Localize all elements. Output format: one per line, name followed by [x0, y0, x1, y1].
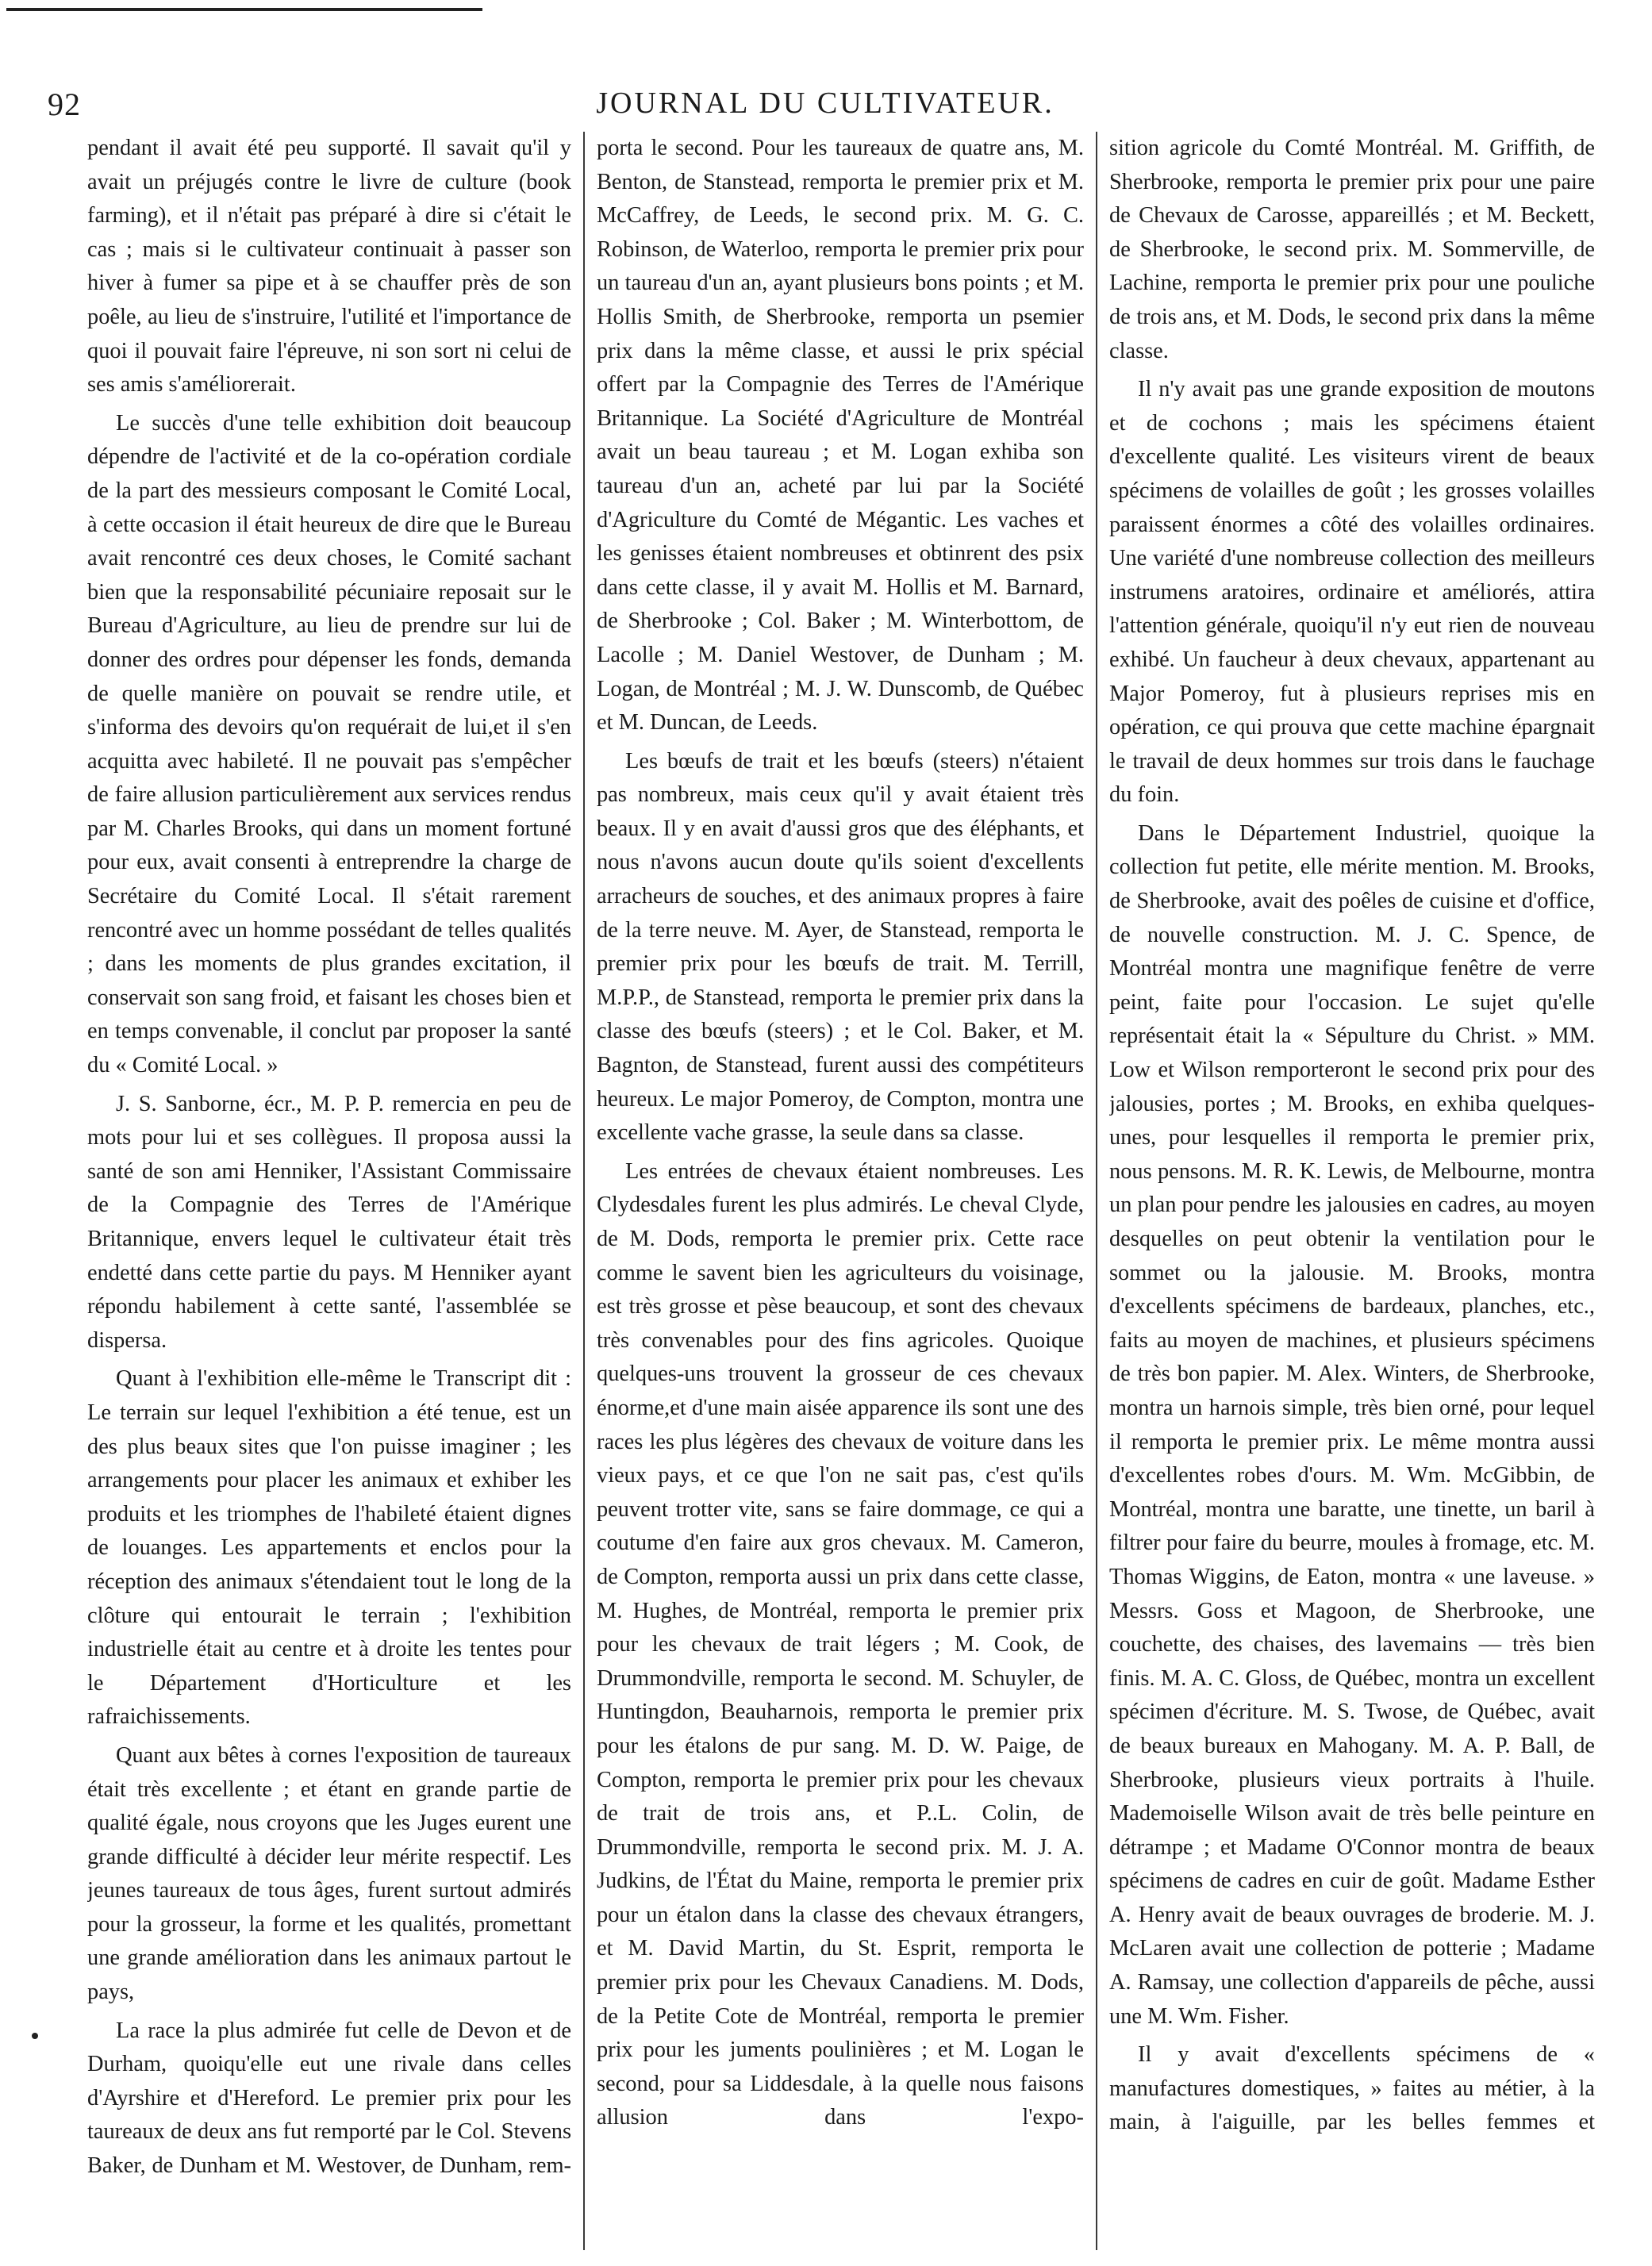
- paragraph: Le succès d'une telle exhibition doit beaucoup dépendre de l'activité et de la co-opération cordiale de la part des messieurs composant le Comité Local, à cette occasion il était heureux de dire que le Bureau avait rencontré ces deux choses, le Comité sachant bien que la responsabilité pécuniaire reposait sur le Bureau d'Agriculture, au lieu de prendre sur lui de donner des ordres pour dépenser les fonds, demanda de quelle manière on pouvait se rendre utile, et s'informa des devoirs qu'on requérait de lui,et il s'en acquitta avec habileté. Il ne pouvait pas s'empêcher de faire allusion particulièrement aux services rendus par M. Charles Brooks, qui dans un moment fortuné pour eux, avait consenti à entreprendre la charge de Secrétaire du Comité Local. Il s'était rarement rencontré avec un homme possédant de telles qualités ; dans les moments de plus grandes excitation, il conservait son sang froid, et faisant les choses bien et en temps convenable, il conclut par proposer la santé du « Comité Local. »: [87, 410, 571, 1078]
- paragraph: Dans le Département Industriel, quoique la collection fut petite, elle mérite mention. M. Brooks, de Sherbrooke, avait des poêles de cuisine et d'office, de nouvelle construction. M. J. C. Spence, de Montréal montra une magnifique fenêtre de verre peint, faite pour l'occasion. Le sujet qu'elle représentait était la « Sépulture du Christ. » MM. Low et Wilson remporteront le second prix pour des jalousies, portes ; M. Brooks, en exhiba quelques-unes, pour lesquelles il remporta le premier prix, nous pensons. M. R. K. Lewis, de Melbourne, montra un plan pour pendre les jalousies en cadres, au moyen desquelles on peut obtenir la ventilation pour le sommet ou la jalousie. M. Brooks, montra d'excellents spécimens de bardeaux, planches, etc., faits au moyen de machines, et plusieurs spécimens de très bon papier. M. Alex. Winters, de Sherbrooke, montra un harnois simple, très bien orné, pour lequel il remporta le premier prix. Le même montra aussi d'excellentes robes d'ours. M. Wm. McGibbin, de Montréal, montra une baratte, une tinette, un baril à filtrer pour faire du beurre, moules à fromage, etc. M. Thomas Wiggins, de Eaton, montra « une laveuse. » Messrs. Goss et Magoon, de Sherbrooke, une couchette, des chaises, des lavemains — très bien finis. M. A. C. Gloss, de Québec, montra un excellent spécimen d'écriture. M. S. Twose, de Québec, avait de beaux bureaux en Mahogany. M. A. P. Ball, de Sherbrooke, plusieurs vieux portraits à l'huile. Mademoiselle Wilson avait de très belle peinture en détrampe ; et Madame O'Connor montra de beaux spécimens de cadres en cuir de goût. Madame Esther A. Henry avait de beaux ouvrages de broderie. M. J. McLaren avait une collection de potterie ; Madame A. Ramsay, une collection d'appareils de pêche, aussi une M. Wm. Fisher.: [1109, 820, 1595, 2029]
- paragraph: Quant aux bêtes à cornes l'exposition de taureaux était très excellente ; et étant en grande partie de qualité égale, nous croyons que les Juges eurent une grande difficulté à décider leur mérite respectif. Les jeunes taureaux de tous âges, furent surtout admirés pour la grosseur, la forme et les qualités, promettant une grande amélioration dans les animaux partout le pays,: [87, 1742, 571, 2005]
- column-divider: [583, 132, 585, 2250]
- paragraph: Quant à l'exhibition elle-même le Transcript dit : Le terrain sur lequel l'exhibition a été tenue, est un des plus beaux sites que l'on puisse imaginer ; les arrangements pour placer les animaux et exhiber les produits et les triomphes de l'habileté étaient dignes de louanges. Les appartements et enclos pour la réception des animaux s'étendaient tout le long de la clôture qui entourait le terrain ; l'exhibition industrielle était au centre et à droite les tentes pour le Département d'Horticulture et les rafraichissements.: [87, 1366, 571, 1730]
- page-number: 92: [48, 86, 81, 122]
- paragraph: Les bœufs de trait et les bœufs (steers) n'étaient pas nombreux, mais ceux qu'il y avait étaient très beaux. Il y en avait d'aussi gros que des éléphants, et nous n'avons aucun doute qu'ils soient d'excellents arracheurs de souches, et des animaux propres à faire de la terre neuve. M. Ayer, de Stanstead, remporta le premier prix pour les bœufs de trait. M. Terrill, M.P.P., de Stanstead, remporta le premier prix dans la classe des bœufs (steers) ; et le Col. Baker, et M. Bagnton, de Stanstead, furent aussi des compétiteurs heureux. Le major Pomeroy, de Compton, montra une excellente vache grasse, la seule dans sa classe.: [597, 748, 1084, 1146]
- paragraph: Les entrées de chevaux étaient nombreuses. Les Clydesdales furent les plus admirés. Le cheval Clyde, de M. Dods, remporta le premier prix. Cette race comme le savent bien les agriculteurs du voisinage, est très grosse et pèse beaucoup, et sont des chevaux très convenables pour des fins agricoles. Quoique quelques-uns trouvent la grosseur de ces chevaux énorme,et d'une main aisée apparence ils sont une des races les plus légères des chevaux de voiture dans les vieux pays, et ce que l'on ne sait pas, c'est qu'ils peuvent trotter vite, sans se faire dommage, ce qui a coutume d'en faire aux gros chevaux. M. Cameron, de Compton, remporta aussi un prix dans cette classe, M. Hughes, de Montréal, remporta le premier prix pour les chevaux de trait légers ; M. Cook, de Drummondville, remporta le second. M. Schuyler, de Huntingdon, Beauharnois, remporta le premier prix pour les étalons de pur sang. M. D. W. Paige, de Compton, remporta le premier prix pour les chevaux de trait de trois ans, et P..L. Colin, de Drummondville, remporta le second prix. M. J. A. Judkins, de l'État du Maine, remporta le premier prix pour un étalon dans la classe des chevaux étrangers, et M. David Martin, du St. Esprit, remporta le premier prix pour les Chevaux Canadiens. M. Dods, de la Petite Cote de Montréal, remporta le premier prix pour les juments poulinières ; et M. Logan le second, pour sa Liddesdale, à la quelle nous faisons allusion dans l'expo-: [597, 1158, 1084, 2130]
- paragraph: La race la plus admirée fut celle de Devon et de Durham, quoiqu'elle eut une rivale dans celles d'Ayrshire et d'Hereford. Le premier prix pour les taureaux de deux ans fut remporté par le Col. Stevens Baker, de Dunham et M. Westover, de Dunham, rem-: [87, 2018, 571, 2179]
- top-rule: [6, 8, 482, 11]
- text-column-1: [87, 132, 571, 2252]
- paragraph: J. S. Sanborne, écr., M. P. P. remercia en peu de mots pour lui et ses collègues. Il proposa aussi la santé de son ami Henniker, l'Assistant Commissaire de la Compagnie des Terres de l'Amérique Britannique, envers lequel le cultivateur était très endetté dans cette partie du pays. M Henniker ayant répondu habilement à cette santé, l'assemblée se dispersa.: [87, 1091, 571, 1353]
- paragraph: Il y avait d'excellents spécimens de « manufactures domestiques, » faites au métier, à la main, à l'aiguille, par les belles femmes et: [1109, 2042, 1595, 2135]
- text-column-2: [597, 132, 1084, 2252]
- page-header: [48, 86, 1603, 133]
- paragraph: pendant il avait été peu supporté. Il savait qu'il y avait un préjugés contre le livre de culture (book farming), et il n'était pas préparé à dire si c'était le cas ; mais si le cultivateur continuait à passer son hiver à fumer sa pipe et à se chauffer près de son poêle, au lieu de s'instruire, l'utilité et l'importance de quoi il pouvait faire l'épreuve, ni son sort ni celui de ses amis s'améliorerait.: [87, 136, 571, 398]
- paragraph: porta le second. Pour les taureaux de quatre ans, M. Benton, de Stanstead, remporta le premier prix et M. McCaffrey, de Leeds, le second prix. M. G. C. Robinson, de Waterloo, remporta le premier prix pour un taureau d'un an, ayant plusieurs bons points ; et M. Hollis Smith, de Sherbrooke, remporta un psemier prix dans la même classe, et aussi le prix spécial offert par la Compagnie des Terres de l'Amérique Britannique. La Société d'Agriculture de Montréal avait un beau taureau ; et M. Logan exhiba son taureau d'un an, acheté par lui par la Société d'Agriculture du Comté de Mégantic. Les vaches et les genisses étaient nombreuses et obtinrent des psix dans cette classe, il y avait M. Hollis et M. Barnard, de Sherbrooke ; Col. Baker ; M. Winterbottom, de Lacolle ; M. Daniel Westover, de Dunham ; M. Logan, de Montréal ; M. J. W. Dunscomb, de Québec et M. Duncan, de Leeds.: [597, 136, 1084, 735]
- journal-title: JOURNAL DU CULTIVATEUR.: [596, 86, 1055, 120]
- paragraph: Il n'y avait pas une grande exposition de moutons et de cochons ; mais les spécimens étaient d'excellente qualité. Les visiteurs virent de beaux spécimens de volailles de goût ; les grosses volailles paraissent énormes a côté des volailles ordinaires. Une variété d'une nombreuse collection des meilleurs instrumens aratoires, ordinaire et améliorés, attira l'attention générale, quoiqu'il n'y eut rien de nouveau exhibé. Un faucheur à deux chevaux, appartenant au Major Pomeroy, fut à plusieurs reprises mis en opération, ce qui prouva que cette machine épargnait le travail de deux hommes sur trois dans le fauchage du foin.: [1109, 377, 1595, 808]
- text-column-3: [1109, 132, 1595, 2252]
- column-divider: [1096, 132, 1097, 2250]
- ink-speck: [32, 2033, 38, 2039]
- paragraph: sition agricole du Comté Montréal. M. Griffith, de Sherbrooke, remporta le premier prix pour une paire de Chevaux de Carosse, appareillés ; et M. Beckett, de Sherbrooke, le second prix. M. Sommerville, de Lachine, remporta le premier prix pour une pouliche de trois ans, et M. Dods, le second prix dans la même classe.: [1109, 136, 1595, 363]
